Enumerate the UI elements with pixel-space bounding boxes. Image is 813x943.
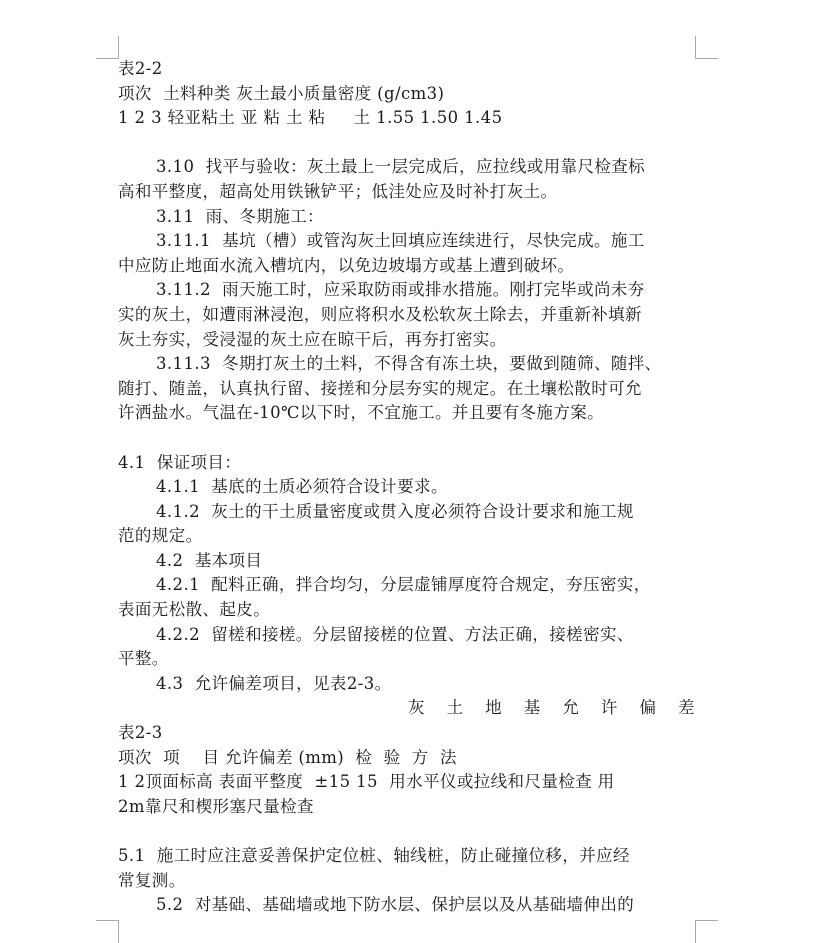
text-line: 表面无松散、起皮。 — [118, 600, 271, 620]
text-line: 3.11 雨、冬期施工： — [156, 206, 324, 226]
text-line: 高和平整度，超高处用铁锹铲平；低洼处应及时补打灰土。 — [118, 181, 558, 201]
text-line: 3.11.2 雨天施工时，应采取防雨或排水措施。刚打完毕或尚未夯 — [156, 280, 645, 300]
text-line: 4.1.1 基底的土质必须符合设计要求。 — [156, 477, 448, 497]
text-line: 4.2.2 留槎和接槎。分层留接槎的位置、方法正确，接槎密实、 — [156, 624, 634, 644]
text-line: 中应防止地面水流入槽坑内，以免边坡塌方或基上遭到破坏。 — [118, 255, 575, 275]
text-line: 许洒盐水。气温在-10℃以下时，不宜施工。并且要有冬施方案。 — [118, 403, 605, 423]
text-block-after — [118, 721, 695, 918]
text-line: 3.10 找平与验收：灰土最上一层完成后，应拉线或用靠尺检查标 — [156, 157, 646, 177]
crop-mark-bottom-right — [695, 920, 718, 943]
text-line: 4.1 保证项目： — [118, 452, 242, 472]
text-line: 5.1 施工时应注意妥善保护定位桩、轴线桩，防止碰撞位移，并应经 — [118, 846, 630, 865]
text-line: 5.2 对基础、基础墙或地下防水层、保护层以及从基础墙伸出的 — [156, 895, 635, 915]
text-line: 灰土夯实，受浸湿的灰土应在晾干后，再夯打密实。 — [118, 329, 507, 349]
crop-mark-bottom-left — [96, 920, 119, 943]
text-line: 2m靠尺和楔形塞尺量检查 — [118, 796, 314, 816]
caption-char: 允 — [562, 698, 580, 718]
crop-mark-top-left — [96, 36, 119, 59]
text-line: 4.2 基本项目 — [156, 550, 263, 570]
crop-mark-top-right — [695, 36, 718, 59]
blank-line — [118, 819, 695, 844]
text-block-before — [118, 57, 695, 696]
text-line: 4.1.2 灰土的干土质量密度或贯入度必须符合设计要求和施工规 — [156, 501, 634, 521]
caption-char: 灰 — [408, 698, 425, 718]
text-line: 3.11.3 冬期打灰土的土料，不得含有冻土块，要做到随筛、随拌、 — [156, 354, 662, 374]
text-line: 表2-2 — [118, 59, 163, 78]
caption-char: 基 — [523, 698, 541, 718]
text-line: 平整。 — [118, 649, 169, 669]
text-line: 1 2 3 轻亚粘土 亚 粘 土 粘 土 1.55 1.50 1.45 — [118, 108, 503, 128]
text-line: 4.3 允许偏差项目，见表2-3。 — [156, 673, 392, 693]
text-line: 项次 项 目 允许偏差 (mm) 检 验 方 法 — [118, 747, 457, 767]
caption-char: 差 — [678, 698, 695, 718]
text-line: 常复测。 — [118, 870, 186, 890]
caption-char: 地 — [485, 698, 503, 718]
blank-line — [118, 426, 695, 451]
text-line: 4.2.1 配料正确，拌合均匀，分层虚铺厚度符合规定，夯压密实， — [156, 575, 651, 595]
text-line: 范的规定。 — [118, 526, 203, 546]
caption-char: 偏 — [639, 698, 657, 718]
document-body — [118, 57, 695, 918]
text-line: 表2-3 — [118, 723, 163, 743]
text-line: 1 2顶面标高 表面平整度 ±15 15 用水平仪或拉线和尺量检查 用 — [118, 772, 615, 792]
text-line: 项次 土料种类 灰土最小质量密度 (g/cm3) — [118, 83, 445, 103]
text-line: 随打、随盖，认真执行留、接搓和分层夯实的规定。在土壤松散时可允 — [118, 378, 642, 398]
table-caption-spaced — [118, 696, 695, 721]
blank-line — [118, 131, 695, 156]
text-line: 3.11.1 基坑（槽）或管沟灰土回填应连续进行，尽快完成。施工 — [156, 231, 645, 251]
caption-char: 许 — [600, 698, 618, 718]
caption-char: 土 — [446, 698, 464, 718]
text-line: 实的灰土，如遭雨淋浸泡，则应将积水及松软灰土除去，并重新补填新 — [118, 304, 642, 324]
